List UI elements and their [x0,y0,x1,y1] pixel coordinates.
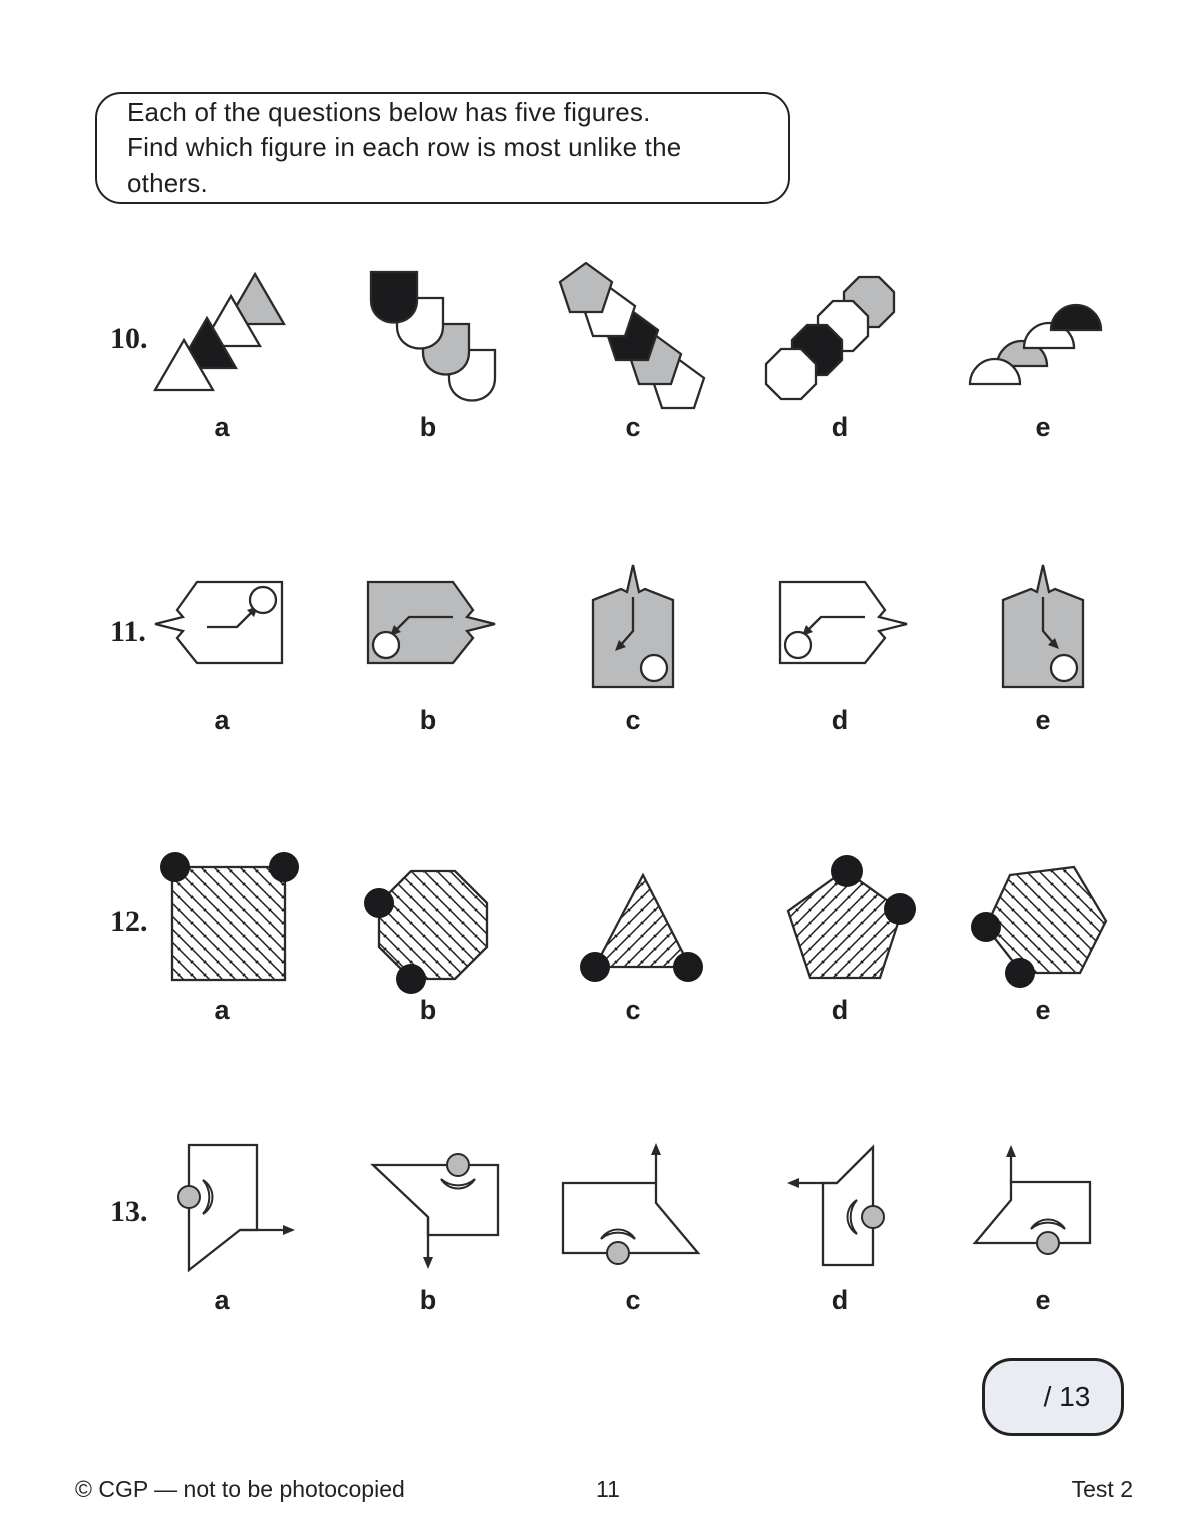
option-label: e [1035,412,1051,442]
q13-option-d[interactable] [745,1135,935,1320]
page-number: 11 [596,1476,620,1502]
question-number: 13. [110,1195,148,1228]
q12-option-c[interactable] [538,845,728,1030]
q10-option-b[interactable] [333,262,523,447]
q11-option-e[interactable] [948,555,1138,740]
option-label: b [419,705,437,735]
question-row-13 [0,1135,1200,1320]
figure-q12-b [333,845,523,995]
q11-option-a[interactable] [127,555,317,740]
option-label: c [625,995,641,1025]
option-label: e [1035,995,1051,1025]
q13-option-a[interactable] [127,1135,317,1320]
option-label: d [831,1285,849,1315]
figure-q12-a [127,845,317,995]
option-label: c [625,705,641,735]
figure-q11-d [745,555,935,705]
q13-option-e[interactable] [948,1135,1138,1320]
option-label: d [831,705,849,735]
figure-q11-a [127,555,317,705]
q12-option-e[interactable] [948,845,1138,1030]
q10-option-e[interactable] [948,262,1138,447]
score-label: / 13 [1043,1381,1091,1412]
figure-q13-e [948,1135,1138,1285]
question-row-12 [0,845,1200,1030]
option-label: d [831,995,849,1025]
figure-q13-a [127,1135,317,1285]
option-label: a [214,412,230,442]
figure-q12-c [538,845,728,995]
q10-option-a[interactable] [127,262,317,447]
q13-option-b[interactable] [333,1135,523,1320]
question-number: 10. [110,322,148,355]
figure-q13-c [538,1135,728,1285]
figure-q12-d [745,845,935,995]
figure-q10-a [127,262,317,412]
q10-option-d[interactable] [745,262,935,447]
option-label: c [625,1285,641,1315]
figure-q11-b [333,555,523,705]
instruction-line-2: Find which figure in each row is most unlike the others. [127,132,682,198]
figure-q13-b [333,1135,523,1285]
option-label: e [1035,705,1051,735]
q11-option-c[interactable] [538,555,728,740]
option-label: a [214,995,230,1025]
q11-option-d[interactable] [745,555,935,740]
q12-option-d[interactable] [745,845,935,1030]
option-label: d [831,412,849,442]
figure-q10-c [538,262,728,412]
test-label: Test 2 [1071,1476,1133,1502]
question-row-11 [0,555,1200,740]
figure-q13-d [745,1135,935,1285]
q11-option-b[interactable] [333,555,523,740]
figure-q12-e [948,845,1138,995]
question-number: 12. [110,905,148,938]
copyright-text: © CGP — not to be photocopied [75,1476,405,1502]
option-label: e [1035,1285,1051,1315]
option-label: b [419,995,437,1025]
q12-option-a[interactable] [127,845,317,1030]
score-box [982,1358,1124,1436]
q10-option-c[interactable] [538,262,728,447]
figure-q10-e [948,262,1138,412]
instruction-box [95,92,790,204]
q12-option-b[interactable] [333,845,523,1030]
figure-q11-c [538,555,728,705]
option-label: a [214,705,230,735]
option-label: b [419,412,437,442]
option-label: c [625,412,641,442]
option-label: b [419,1285,437,1315]
figure-q10-d [745,262,935,412]
q13-option-c[interactable] [538,1135,728,1320]
question-number: 11. [110,615,146,648]
question-row-10 [0,262,1200,447]
instruction-line-1: Each of the questions below has five figures. [127,97,651,128]
figure-q11-e [948,555,1138,705]
option-label: a [214,1285,230,1315]
figure-q10-b [333,262,523,412]
